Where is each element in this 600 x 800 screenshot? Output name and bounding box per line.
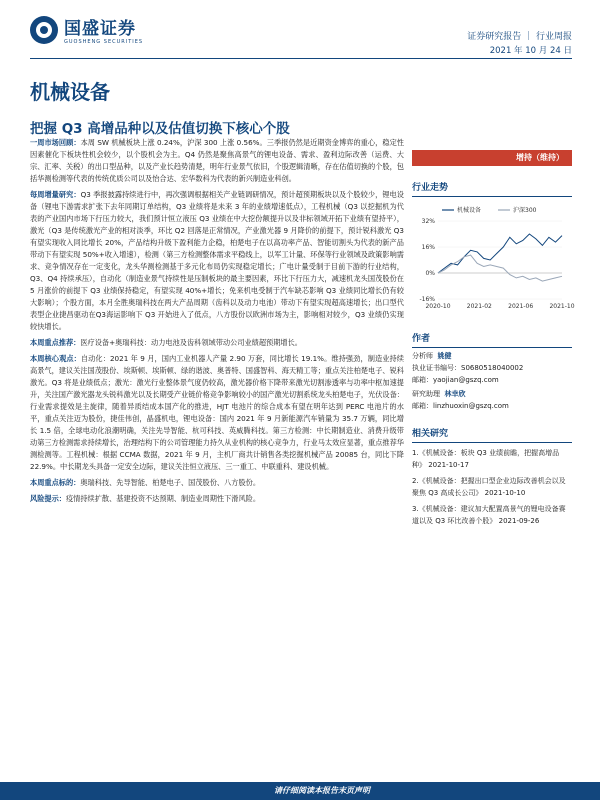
section-text: Q3 季报披露持续进行中，再次强调根据相关产业链调研情况，预计超预期板块以及个股较少，锂电设备（锂电下游需求扩张下去年同期订单结构，Q3 业绩将是未来 3 年的业绩增速低点），工程机械（Q3 以挖掘机为代表的产业国内市场下行压力较大，我们预计恒立液压 Q3 业绩在中大挖份额提升以及非标领域开拓下业绩有望持平），激光（Q3 是传统激光产业的相对淡季，环比 Q2 回落是正常情况，产业激光器 9 月降价的前提下，预计锐科激光 Q3 有望实现收入同比增长 20%，产品结构升级下盈利能力企稳，柏楚电子在以高功率产品、智能切割头为代表的新产品带动下有望实现 50%+收入增速），检测（第三方检测整体需求平稳线上，以军工计量、环保等行业领域及政策影响需求、竞争情况存在一定变化，龙头华测检测基于多元化布局仍实现稳定增长；广电计量受制于目前下游的行业结构，Q3、Q4 持续承压），自动化（制造业景气持续性是压制板块的最主要因素，环比下行压力大，减速机龙头国茂股份在 5 月涨价的前提下 Q3 业绩保持稳定，有望实现 40%+增长；免来机电受制于汽车缺芯影响 Q3 业绩同比增长仍有较大影响）；个股方面，本月全胜奥瑞科技在两大产品周期（齿科以及动力电池）带动下有望实现超高速增长；出口型代表型企业捷昌驱动在Q3海运影响下 Q3 开始进入了低点，八方股份以欧洲市场为主，影响相对较少，Q3 业绩仍实现较快增长。 xyxy=(30,190,404,331)
related-item[interactable]: 3.《机械设备：建议加大配置高景气的锂电设备赛道以及 Q3 环比改善个股》 2021-09-26 xyxy=(412,505,566,525)
author-name: 林幸欣 xyxy=(444,390,466,398)
y-tick-label: 0% xyxy=(425,270,435,277)
rating-badge: 增持（维持） xyxy=(412,150,572,166)
report-date: 2021 年 10 月 24 日 xyxy=(489,46,572,56)
company-logo xyxy=(30,14,143,45)
section-text: 奥瑞科技、先导智能、柏楚电子、国茂股份、八方股份。 xyxy=(80,478,261,487)
section-text: 疫情持续扩散、基建投资不达预期、制造业周期性下滑风险。 xyxy=(65,494,261,503)
author-2 xyxy=(412,388,572,412)
trend-chart xyxy=(412,203,575,317)
y-tick-label: 32% xyxy=(421,218,435,225)
section-label: 本周重点推荐： xyxy=(30,338,81,347)
section-market-review xyxy=(30,137,404,185)
sidebar xyxy=(412,150,575,527)
logo-cn: 国盛证券 xyxy=(64,19,136,39)
header-divider xyxy=(30,58,572,59)
y-tick-label: 16% xyxy=(421,244,435,251)
section-label: 风险提示： xyxy=(30,494,66,503)
logo-en: GUOSHENG SECURITIES xyxy=(64,39,144,45)
section-weekly-research xyxy=(30,189,404,333)
related-item[interactable]: 1.《机械设备：板块 Q3 业绩前瞻，把握高增品种》 2021-10-17 xyxy=(412,449,560,469)
legend-label: 机械设备 xyxy=(457,207,482,214)
author-role: 研究助理 xyxy=(412,390,440,398)
author-role: 分析师 xyxy=(412,352,433,360)
logo-mark-icon xyxy=(30,16,58,44)
section-label: 本周重点标的： xyxy=(30,478,81,487)
authors-heading: 作者 xyxy=(412,331,572,348)
page-header xyxy=(0,0,600,56)
series-line-1 xyxy=(438,255,562,281)
section-text: 医疗设备+奥瑞科技：动力电池及齿科领域带动公司业绩超预期增长。 xyxy=(80,338,302,347)
section-key-stocks xyxy=(30,477,404,489)
section-label: 一周市场回顾： xyxy=(30,138,81,147)
report-type: 证券研究报告 ｜ 行业周报 xyxy=(467,32,572,42)
section-text: 本周 SW 机械板块上涨 0.24%，沪深 300 上涨 0.56%。三季报仍然是近期资金博弈的重心，稳定性因素催化下板块性机会较少，以个股机会为主。Q4 仍然是聚焦高景气的锂电设备、需求、盈利边际改善（运费、大宗、汇率、关税）的出口型品种，以及产业长趋势清楚，明年行业景气依旧，个股逻辑清晰，存在估值切换的个股，包括华测检测等代表的传统优质公司以及怡合达、宏华数科为代表的新兴制造业科创。 xyxy=(30,138,404,183)
author-name: 姚健 xyxy=(437,352,452,360)
section-text: 自动化：2021 年 9 月，国内工业机器人产量 2.90 万套，同比增长 19.1%。维持强劲，制造业持续高景气，建议关注国茂股份、埃斯顿、埃斯顿、绿的谐波、奥普特、国盛智科、海天精工等；重点关注柏楚电子、锐科激光。Q3 将是业绩低点；激光：激光行业整体景气度仍较高，激光器价格下降带来激光切割渗透率与功率中枢加速提升，关注国产激光器龙头锐科激光以及长期受产业链价格竞争影响较小的国产激光切割系统龙头柏楚电子，光伏设备：行业需求提效是主旋律，随着异质结成本国产化的推进，HJT 电池片的综合成本有望在明年达到 PERC 电池片的水平，重点关注迈为股份，捷佳伟创，晶盛机电，锂电设备：国内 2021 年 9 月新能源汽车销量为 35.7 万辆，同比增长 1.5 倍，全球电动化浪潮明确，关注先导智能、杭可科技、英威腾科技。第三方检测：中长期制造业、消费升级带动第三方检测需求持续增长，治理结构下的公司管理能力持久从业机构的核心竞争力，行业马太效应显著，重点推荐华测检测等。工程机械：根据 CCMA 数据，2021 年 9 月，主机厂商共计销售各类挖掘机械产品 20085 台，同比下降 22.9%。中长期龙头具备一定安全边际，建议关注恒立液压、三一重工、中联重科、建设机械。 xyxy=(30,354,404,471)
trend-heading: 行业走势 xyxy=(412,180,572,197)
related-item[interactable]: 2.《机械设备：把握出口型企业边际改善机会以及聚焦 Q3 高成长公司》 2021-10-10 xyxy=(412,477,566,497)
report-title: 把握 Q3 高增品种以及估值切换下核心个股 xyxy=(30,121,290,137)
legend-label: 沪深300 xyxy=(513,207,537,214)
main-text xyxy=(30,137,404,509)
x-tick-label: 2021-10 xyxy=(549,303,575,310)
section-risk xyxy=(30,493,404,505)
x-tick-label: 2020-10 xyxy=(425,303,451,310)
section-core-views xyxy=(30,353,404,473)
author-1 xyxy=(412,350,572,386)
section-recommendation xyxy=(30,337,404,349)
related-heading: 相关研究 xyxy=(412,426,572,443)
author-cert: 执业证书编号：S0680518040002 xyxy=(412,364,524,372)
y-tick-label: -16% xyxy=(419,296,435,303)
x-tick-label: 2021-02 xyxy=(466,303,492,310)
author-email[interactable]: 邮箱：linzhuoxin@gszq.com xyxy=(412,402,509,410)
page-footer xyxy=(0,782,600,800)
section-label: 每周增量研究： xyxy=(30,190,81,199)
x-tick-label: 2021-06 xyxy=(508,303,534,310)
author-email[interactable]: 邮箱：yaojian@gszq.com xyxy=(412,376,499,384)
industry-title: 机械设备 xyxy=(30,80,110,104)
section-label: 本周核心观点： xyxy=(30,354,81,363)
trend-chart-svg xyxy=(412,203,575,313)
footer-text: 请仔细阅读本报告末页声明 xyxy=(274,786,370,795)
